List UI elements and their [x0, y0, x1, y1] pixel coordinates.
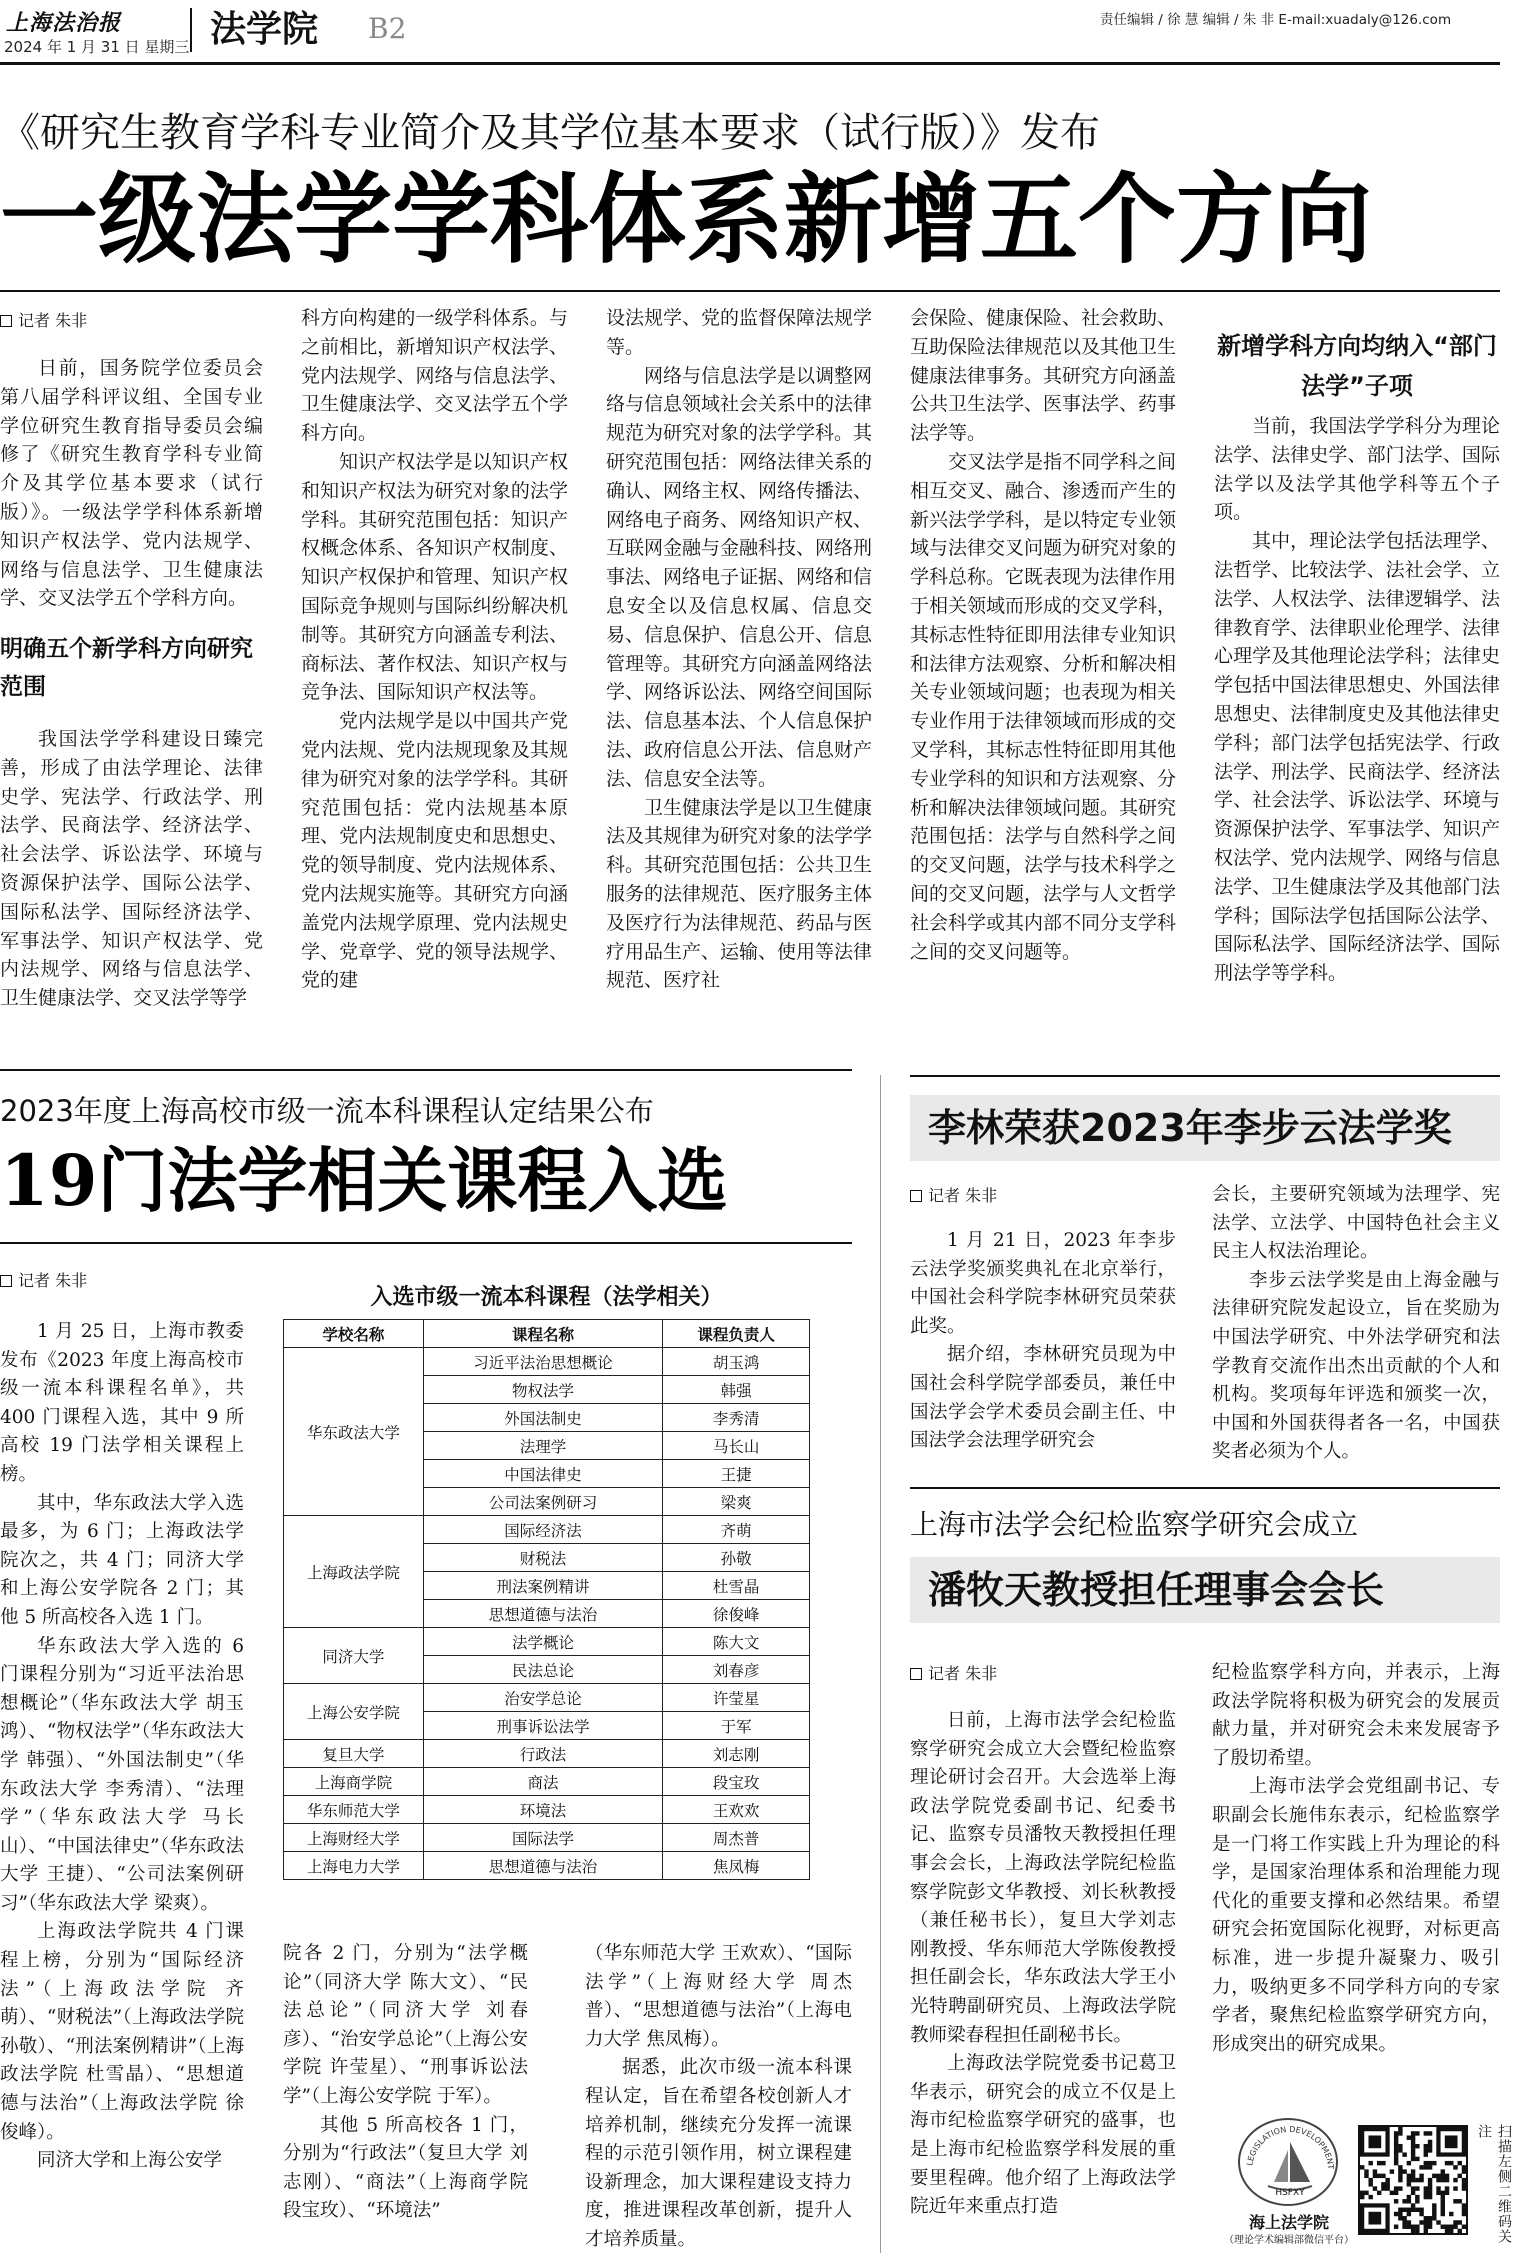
- column-divider: [880, 1075, 881, 2253]
- table-cell-teacher: 孙敬: [663, 1544, 810, 1572]
- logo-abbr: HSFXY: [1275, 2188, 1305, 2198]
- table-cell-teacher: 周杰普: [663, 1824, 810, 1852]
- society-headline: 潘牧天教授担任理事会会长: [910, 1557, 1500, 1623]
- newspaper-brand: 上海法治报: [6, 10, 122, 36]
- lead-paragraph: 科方向构建的一级学科体系。与之前相比，新增知识产权法学、党内法规学、网络与信息法学、卫生健康法学、交叉法学五个学科方向。: [301, 307, 568, 445]
- course-table: [283, 1319, 810, 1880]
- lead-column-5: [1214, 412, 1500, 1016]
- table-cell-course: 法学概论: [423, 1628, 663, 1656]
- award-paragraph: 1 月 21 日，2023 年李步云法学奖颁奖典礼在北京举行，中国社会科学院李林研究员荣获此奖。: [910, 1230, 1176, 1337]
- page-number: B2: [368, 12, 407, 45]
- lead-paragraph: 当前，我国法学学科分为理论法学、法律史学、部门法学、国际法学以及法学其他学科等五个子项。: [1214, 415, 1500, 524]
- table-row: [284, 1824, 810, 1852]
- society-top-rule: [910, 1487, 1500, 1489]
- logo-ring: [1238, 2118, 1338, 2206]
- table-cell-course: 物权法学: [423, 1376, 663, 1404]
- courses-paragraph: 其中，华东政法大学入选最多，为 6 门；上海政法学院次之，共 4 门；同济大学和上海公安学院各 2 门；其他 5 所高校各入选 1 门。: [0, 1492, 244, 1628]
- table-cell-teacher: 刘志刚: [663, 1740, 810, 1768]
- courses-headline: 19门法学相关课程入选: [0, 1139, 728, 1222]
- table-row: [284, 1628, 810, 1656]
- courses-paragraph: （华东师范大学 王欢欢）、“国际法学”（上海财经大学 周杰普）、“思想道德与法治”（上海电力大学 焦凤梅）。: [585, 1943, 852, 2050]
- award-paragraph: 据介绍，李林研究员现为中国社会科学院学部委员，兼任中国法学会学术委员会副主任、中国法学会法理学研究会: [910, 1344, 1176, 1452]
- lead-byline: [0, 308, 87, 331]
- award-byline-text: 记者 朱非: [928, 1186, 998, 1205]
- table-header-school: 学校名称: [284, 1320, 424, 1348]
- award-paragraph: 李步云法学奖是由上海金融与法律研究院发起设立，旨在奖励为中国法学研究、中外法学研究和法学教育交流作出杰出贡献的个人和机构。奖项每年评选和颁奖一次，中国和外国获得者各一名，中国获奖者必须为个人。: [1212, 1269, 1500, 1463]
- lead-paragraph: 我国法学学科建设日臻完善，形成了由法学理论、法律史学、宪法学、行政法学、刑法学、民商法学、经济法学、社会法学、诉讼法学、环境与资源保护法学、国际公法学、国际私法学、国际经济法学、军事法学、知识产权法学、党内法规学、网络与信息法学、卫生健康法学、交叉法学等学: [0, 728, 263, 1010]
- courses-paragraph: 院各 2 门，分别为“法学概论”（同济大学 陈大文）、“民法总论”（同济大学 刘春彦）、“治安学总论”（上海公安学院 许莹星）、“刑事诉讼法学”（上海公安学院 于军）。: [283, 1943, 528, 2107]
- society-paragraph: 日前，上海市法学会纪检监察学研究会成立大会暨纪检监察理论研讨会召开。大会选举上海政法学院党委副书记、纪委书记、监察专员潘牧天教授担任理事会会长，上海政法学院纪检监察学院彭文华教授、刘长秋教授（兼任秘书长），复旦大学刘志刚教授、华东师范大学陈俊教授担任副会长，华东政法大学王小光特聘副研究员、上海政法学院教师梁春程担任副秘书长。: [910, 1710, 1176, 2046]
- courses-top-rule: [0, 1069, 852, 1071]
- table-header-teacher: 课程负责人: [663, 1320, 810, 1348]
- table-cell-course: 公司法案例研习: [423, 1488, 663, 1516]
- courses-column-3: [585, 1940, 852, 2253]
- course-table-body: [284, 1348, 810, 1880]
- table-cell-school: 上海财经大学: [284, 1824, 424, 1852]
- table-cell-teacher: 李秀清: [663, 1404, 810, 1432]
- course-table-title: 入选市级一流本科课程（法学相关）: [370, 1285, 723, 1310]
- table-cell-course: 行政法: [423, 1740, 663, 1768]
- table-cell-school: 复旦大学: [284, 1740, 424, 1768]
- table-cell-school: 上海商学院: [284, 1768, 424, 1796]
- logo-ring-text: LEGISLATION DEVELOPMENT: [1245, 2124, 1336, 2170]
- table-cell-teacher: 胡玉鸿: [663, 1348, 810, 1376]
- table-cell-school: 华东政法大学: [284, 1348, 424, 1516]
- table-cell-course: 民法总论: [423, 1656, 663, 1684]
- lead-subhead-1: 明确五个新学科方向研究范围: [0, 636, 253, 700]
- lead-rule: [0, 290, 1500, 292]
- table-cell-course: 刑事诉讼法学: [423, 1712, 663, 1740]
- table-cell-course: 法理学: [423, 1432, 663, 1460]
- table-cell-course: 思想道德与法治: [423, 1852, 663, 1880]
- lead-kicker: 《研究生教育学科专业简介及其学位基本要求（试行版）》发布: [0, 110, 1100, 156]
- courses-column-1: [0, 1318, 244, 2253]
- byline-square-icon: [910, 1190, 922, 1202]
- table-row: [284, 1852, 810, 1880]
- lead-paragraph: 交叉法学是指不同学科之间相互交叉、融合、渗透而产生的新兴法学学科，是以特定专业领域与法律交叉问题为研究对象的学科总称。它既表现为法律作用于相关领域而形成的交叉学科，其标志性特征即用法律专业知识和法律方法观察、分析和解决相关专业领域问题；也表现为相关专业作用于法律领域而形成的交叉学科，其标志性特征即用其他专业学科的知识和方法观察、分析和解决法律领域问题。其研究范围包括：法学与自然科学之间的交叉问题，法学与技术科学之间的交叉问题，法学与人文哲学社会科学或其内部不同分支学科之间的交叉问题等。: [910, 450, 1177, 963]
- table-cell-teacher: 陈大文: [663, 1628, 810, 1656]
- award-paragraph: 会长，主要研究领域为法理学、宪法学、立法学、中国特色社会主义民主人权法治理论。: [1212, 1184, 1500, 1263]
- table-cell-course: 财税法: [423, 1544, 663, 1572]
- table-cell-course: 环境法: [423, 1796, 663, 1824]
- table-cell-teacher: 徐俊峰: [663, 1600, 810, 1628]
- section-name: 法学院: [210, 9, 319, 50]
- table-cell-school: 上海电力大学: [284, 1852, 424, 1880]
- table-cell-course: 国际经济法: [423, 1516, 663, 1544]
- table-cell-course: 治安学总论: [423, 1684, 663, 1712]
- society-column-1: [910, 1707, 1176, 2253]
- table-cell-teacher: 齐萌: [663, 1516, 810, 1544]
- courses-headline-rule: [0, 1242, 852, 1244]
- award-byline: [910, 1183, 997, 1206]
- society-column-2: [1212, 1659, 1500, 2119]
- table-cell-teacher: 韩强: [663, 1376, 810, 1404]
- table-cell-teacher: 梁爽: [663, 1488, 810, 1516]
- table-cell-teacher: 杜雪晶: [663, 1572, 810, 1600]
- society-paragraph: 上海政法学院党委书记葛卫华表示，研究会的成立不仅是上海市纪检监察学研究的盛事，也是上海市纪检监察学科发展的重要里程碑。他介绍了上海政法学院近年来重点打造: [910, 2053, 1176, 2218]
- table-cell-course: 商法: [423, 1768, 663, 1796]
- society-byline-text: 记者 朱非: [928, 1664, 998, 1683]
- masthead-divider: [190, 8, 192, 52]
- table-cell-teacher: 段宝玫: [663, 1768, 810, 1796]
- table-row: [284, 1796, 810, 1824]
- courses-byline-text: 记者 朱非: [18, 1271, 88, 1290]
- lead-column-4: [910, 304, 1176, 1016]
- lead-column-2: [301, 304, 568, 1016]
- award-column-1: [910, 1227, 1176, 1467]
- award-top-rule: [910, 1075, 1500, 1077]
- lead-subhead-2: 新增学科方向均纳入“部门法学”子项: [1217, 332, 1497, 400]
- courses-byline: [0, 1268, 87, 1291]
- lead-paragraph: 党内法规学是以中国共产党党内法规、党内法规现象及其规律为研究对象的法学学科。其研究范围包括：党内法规基本原理、党内法规制度史和思想史、党的领导制度、党内法规体系、党内法规实施等。其研究方向涵盖党内法规学原理、党内法规史学、党章学、党的领导法规学、党的建: [301, 710, 568, 992]
- courses-kicker: 2023年度上海高校市级一流本科课程认定结果公布: [0, 1094, 654, 1128]
- table-row: [284, 1740, 810, 1768]
- table-header-course: 课程名称: [423, 1320, 663, 1348]
- lead-paragraph: 网络与信息法学是以调整网络与信息领域社会关系中的法律规范为研究对象的法学学科。其研究范围包括：网络法律关系的确认、网络主权、网络传播法、网络电子商务、网络知识产权、互联网金融与金融科技、网络刑事法、网络电子证据、网络和信息安全以及信息权属、信息交易、信息保护、信息公开、信息管理等。其研究方向涵盖网络法学、网络诉讼法、网络空间国际法、信息基本法、个人信息保护法、政府信息公开法、信息财产法、信息安全法等。: [606, 364, 873, 790]
- lead-paragraph: 日前，国务院学位委员会第八届学科评议组、全国专业学位研究生教育指导委员会编修了《研究生教育学科专业简介及其学位基本要求（试行版）》。一级法学学科体系新增知识产权法学、党内法规学、网络与信息法学、卫生健康法学、交叉法学五个学科方向。: [0, 357, 263, 610]
- table-cell-course: 思想道德与法治: [423, 1600, 663, 1628]
- table-cell-course: 外国法制史: [423, 1404, 663, 1432]
- table-cell-course: 习近平法治思想概论: [423, 1348, 663, 1376]
- table-cell-school: 华东师范大学: [284, 1796, 424, 1824]
- lead-paragraph: 卫生健康法学是以卫生健康法及其规律为研究对象的法学学科。其研究范围包括：公共卫生服务的法律规范、医疗服务主体及医疗行为法律规范、药品与医疗用品生产、运输、使用等法律规范、医疗社: [606, 796, 873, 992]
- logo-caption: （理论学术编辑部微信平台）: [1224, 2235, 1354, 2246]
- lead-paragraph: 知识产权法学是以知识产权和知识产权法为研究对象的法学学科。其研究范围包括：知识产权概念体系、各知识产权制度、知识产权保护和管理、知识产权国际竞争规则与国际纠纷解决机制等。其研究方向涵盖专利法、商标法、著作权法、知识产权与竞争法、国际知识产权法等。: [301, 450, 568, 704]
- courses-paragraph: 上海政法学院共 4 门课程上榜，分别为“国际经济法”（上海政法学院 齐萌）、“财税法”（上海政法学院 孙敬）、“刑法案例精讲”（上海政法学院 杜雪晶）、“思想道德与法治”（上海政法学院 徐俊峰）。: [0, 1921, 244, 2143]
- table-cell-course: 中国法律史: [423, 1460, 663, 1488]
- table-cell-course: 刑法案例精讲: [423, 1572, 663, 1600]
- lead-column-3: [606, 304, 872, 1016]
- table-cell-teacher: 王欢欢: [663, 1796, 810, 1824]
- hsfxy-logo: [1218, 2118, 1360, 2248]
- lead-paragraph: 会保险、健康保险、社会救助、互助保险法律规范以及其他卫生健康法律事务。其研究方向涵盖公共卫生法学、医事法学、药事法学等。: [910, 307, 1177, 445]
- masthead: [0, 0, 1500, 60]
- logo-name: 海上法学院: [1248, 2213, 1329, 2232]
- courses-paragraph: 其他 5 所高校各 1 门，分别为“行政法”（复旦大学 刘志刚）、“商法”（上海商学院 段宝玫）、“环境法”: [283, 2114, 528, 2222]
- table-cell-course: 国际法学: [423, 1824, 663, 1852]
- society-paragraph: 上海市法学会党组副书记、专职副会长施伟东表示，纪检监察学是一门将工作实践上升为理论的科学，是国家治理体系和治理能力现代化的重要支撑和必然结果。希望研究会拓宽国际化视野，对标更高标准，进一步提升凝聚力、吸引力，吸纳更多不同学科方向的专家学者，聚焦纪检监察学研究方向，形成突出的研究成果。: [1212, 1776, 1500, 2055]
- editor-credits: 责任编辑 / 徐 慧 编辑 / 朱 非 E-mail:xuadaly@126.com: [1100, 12, 1452, 28]
- award-headline: 李林荣获2023年李步云法学奖: [910, 1095, 1500, 1161]
- table-cell-teacher: 于军: [663, 1712, 810, 1740]
- table-cell-school: 上海政法学院: [284, 1516, 424, 1628]
- courses-paragraph: 同济大学和上海公安学: [37, 2150, 223, 2172]
- table-cell-teacher: 焦凤梅: [663, 1852, 810, 1880]
- courses-column-2: [283, 1940, 528, 2253]
- lead-headline: 一级法学学科体系新增五个方向: [0, 162, 1373, 277]
- lead-paragraph: 设法规学、党的监督保障法规学等。: [606, 307, 873, 358]
- table-cell-teacher: 马长山: [663, 1432, 810, 1460]
- byline-square-icon: [910, 1668, 922, 1680]
- table-header-row: [284, 1320, 810, 1348]
- table-cell-teacher: 许莹星: [663, 1684, 810, 1712]
- table-row: [284, 1348, 810, 1376]
- society-byline: [910, 1661, 997, 1684]
- lead-byline-text: 记者 朱非: [18, 311, 88, 330]
- qr-code-icon: [1360, 2127, 1466, 2233]
- table-cell-school: 同济大学: [284, 1628, 424, 1684]
- award-column-2: [1212, 1181, 1500, 1468]
- byline-square-icon: [0, 1275, 12, 1287]
- qr-scan-note: 扫描左侧二维码关注: [1476, 2124, 1512, 2244]
- courses-paragraph: 1 月 25 日，上海市教委发布《2023 年度上海高校市级一流本科课程名单》，共 400 门课程入选，其中 9 所高校 19 门法学相关课程上榜。: [0, 1321, 244, 1485]
- courses-paragraph: 据悉，此次市级一流本科课程认定，旨在希望各校创新人才培养机制，继续充分发挥一流课程的示范引领作用，树立课程建设新理念，加大课程建设支持力度，推进课程改革创新，提升人才培养质量。: [585, 2057, 852, 2250]
- table-row: [284, 1684, 810, 1712]
- lead-column-1b: [0, 725, 263, 1015]
- table-row: [284, 1768, 810, 1796]
- table-cell-teacher: 王捷: [663, 1460, 810, 1488]
- lead-column-1: [0, 354, 263, 629]
- table-cell-teacher: 刘春彦: [663, 1656, 810, 1684]
- table-cell-school: 上海公安学院: [284, 1684, 424, 1740]
- table-row: [284, 1516, 810, 1544]
- qr-code[interactable]: [1358, 2125, 1468, 2235]
- byline-square-icon: [0, 315, 12, 327]
- society-paragraph: 纪检监察学科方向，并表示，上海政法学院将积极为研究会的发展贡献力量，并对研究会未来发展寄予了殷切希望。: [1212, 1662, 1500, 1769]
- lead-paragraph: 其中，理论法学包括法理学、法哲学、比较法学、法社会学、立法学、人权法学、法律逻辑学、法律教育学、法律职业伦理学、法律心理学及其他理论法学科；法律史学包括中国法律思想史、外国法律思想史、法律制度史及其他法律史学科；部门法学包括宪法学、行政法学、刑法学、民商法学、经济法学、社会法学、诉讼法学、环境与资源保护法学、军事法学、知识产权法学、党内法规学、网络与信息法学、卫生健康法学及其他部门法学科；国际法学包括国际公法学、国际私法学、国际经济法学、国际刑法学等学科。: [1214, 530, 1500, 985]
- masthead-rule: [0, 62, 1500, 65]
- courses-paragraph: 华东政法大学入选的 6 门课程分别为“习近平法治思想概论”（华东政法大学 胡玉鸿）、“物权法学”（华东政法大学 韩强）、“外国法制史”（华东政法大学 李秀清）、“法理学”（华东政法大学 马长山）、“中国法律史”（华东政法大学 王捷）、“公司法案例研习”（华东政法大学 梁爽）。: [0, 1635, 244, 1914]
- society-kicker: 上海市法学会纪检监察学研究会成立: [910, 1508, 1359, 1541]
- issue-date: 2024 年 1 月 31 日 星期三: [4, 38, 190, 56]
